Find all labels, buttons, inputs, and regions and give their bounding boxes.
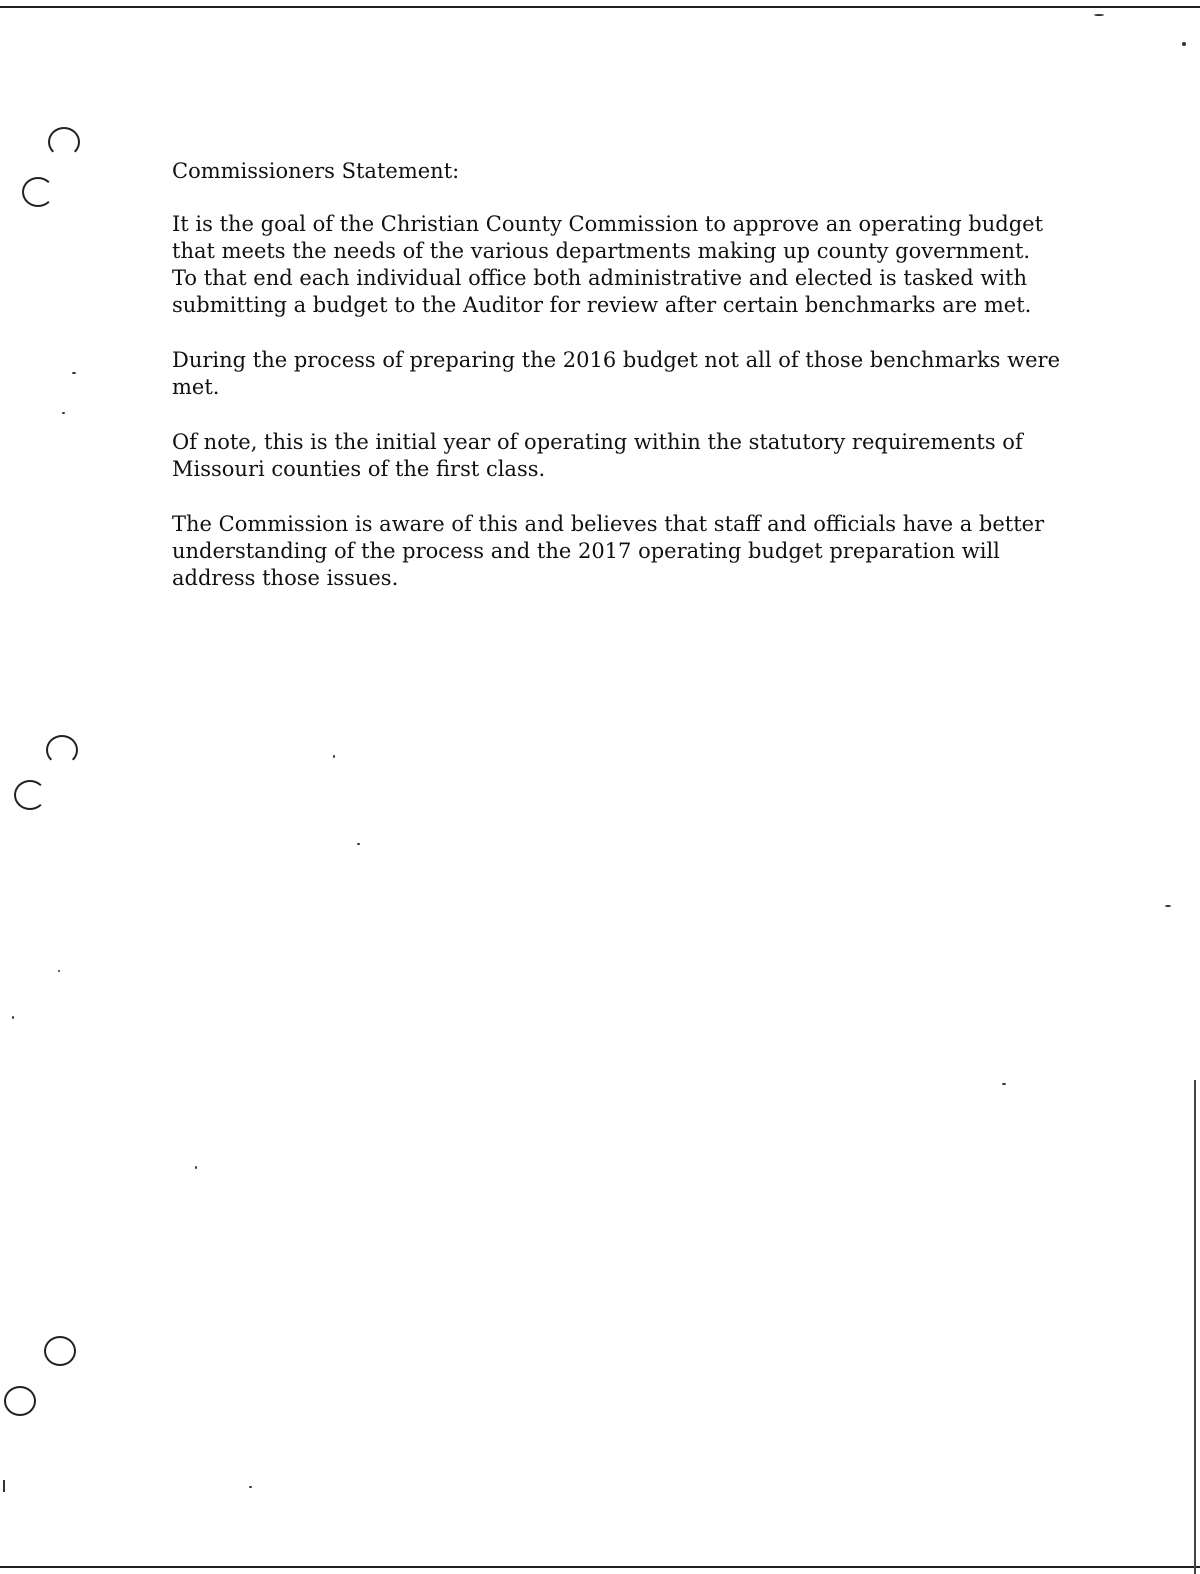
scan-speck <box>357 843 360 845</box>
binder-hole-mark <box>48 127 80 157</box>
scan-speck <box>1165 905 1171 907</box>
scan-speck <box>58 970 60 972</box>
scan-speck <box>249 1486 252 1488</box>
scan-speck <box>1002 1083 1006 1085</box>
scan-speck <box>62 412 65 414</box>
statement-body <box>172 157 1072 620</box>
scan-speck <box>1094 14 1104 16</box>
scan-speck <box>72 372 76 374</box>
scan-speck <box>12 1016 14 1019</box>
binder-hole-mark <box>14 780 46 810</box>
statement-paragraph: It is the goal of the Christian County Commission to approve an operating budget that meets the needs of the various departments making up county government. To that end each individual office both administrative and elected is tasked with submitting a budget to the Auditor for review after certain benchmarks are met. <box>172 212 1044 317</box>
scan-edge-top <box>0 6 1200 8</box>
scan-speck <box>195 1166 197 1169</box>
binder-hole-mark <box>44 1336 76 1366</box>
statement-paragraph: During the process of preparing the 2016 budget not all of those benchmarks were met. <box>172 348 1060 399</box>
scan-edge-right <box>1194 1080 1196 1574</box>
statement-paragraph: The Commission is aware of this and believes that staff and officials have a better understanding of the process and the 2017 operating budget preparation will address those issues. <box>172 512 1045 590</box>
binder-hole-mark <box>22 177 54 207</box>
binder-hole-mark <box>46 735 78 765</box>
scan-speck <box>333 755 335 758</box>
scan-edge-bottom <box>0 1566 1200 1568</box>
binder-hole-mark <box>4 1386 36 1416</box>
scan-speck <box>1182 42 1186 46</box>
statement-heading: Commissioners Statement: <box>172 159 460 183</box>
scan-speck <box>3 1480 5 1492</box>
statement-paragraph: Of note, this is the initial year of operating within the statutory requirements of Missouri counties of the first class. <box>172 430 1023 481</box>
